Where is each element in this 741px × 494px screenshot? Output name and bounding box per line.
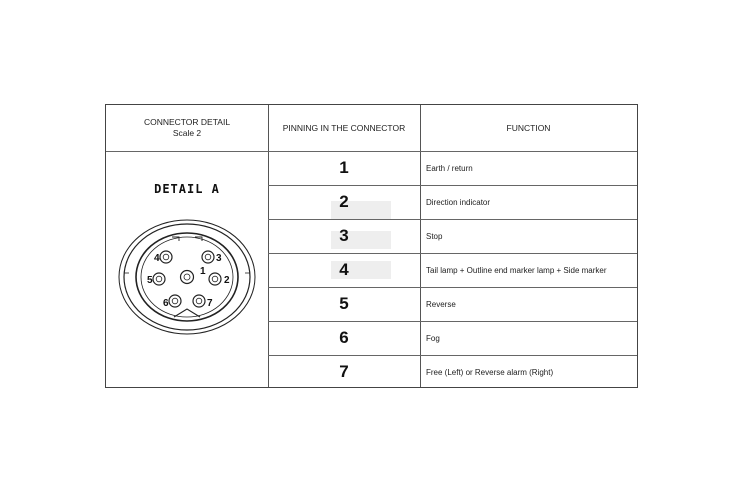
socket-3 [202,251,214,263]
function-3: Stop [426,231,443,241]
pin-number-4: 4 [339,260,349,279]
function-1: Earth / return [426,163,473,173]
pin-label-1: 1 [200,266,206,277]
header-connector-detail-title: CONNECTOR DETAIL [143,117,231,127]
socket-1 [181,271,194,284]
pin-label-6: 6 [163,298,169,309]
socket-2 [209,273,221,285]
pin-label-7: 7 [207,298,213,309]
pin-number-5: 5 [339,294,349,313]
socket-5 [153,273,165,285]
pin-number-7: 7 [339,362,349,381]
header-function-label: FUNCTION [506,122,551,133]
pin-label-3: 3 [216,253,222,264]
function-4: Tail lamp + Outline end marker lamp + Side marker [426,265,607,275]
header-scale: Scale 2 [172,128,202,138]
header-connector-detail [106,105,268,151]
function-5: Reverse [426,299,456,309]
connector-drawing [116,213,258,337]
pin-number-6: 6 [339,328,349,347]
pin-label-2: 2 [224,275,230,286]
function-7: Free (Left) or Reverse alarm (Right) [426,367,554,377]
header-pinning [268,105,420,151]
header-pinning-label: PINNING IN THE CONNECTOR [282,122,406,133]
function-6: Fog [426,333,440,343]
function-2: Direction indicator [426,197,491,207]
pin-number-1: 1 [339,158,349,177]
socket-4 [160,251,172,263]
socket-6 [169,295,181,307]
header-function [420,105,637,151]
pin-label-4: 4 [154,253,160,264]
detail-title: DETAIL A [154,182,220,196]
socket-7 [193,295,205,307]
pin-label-5: 5 [147,275,153,286]
pin-number-3: 3 [339,226,349,245]
pin-number-2: 2 [339,192,349,211]
connector-table [105,104,638,388]
